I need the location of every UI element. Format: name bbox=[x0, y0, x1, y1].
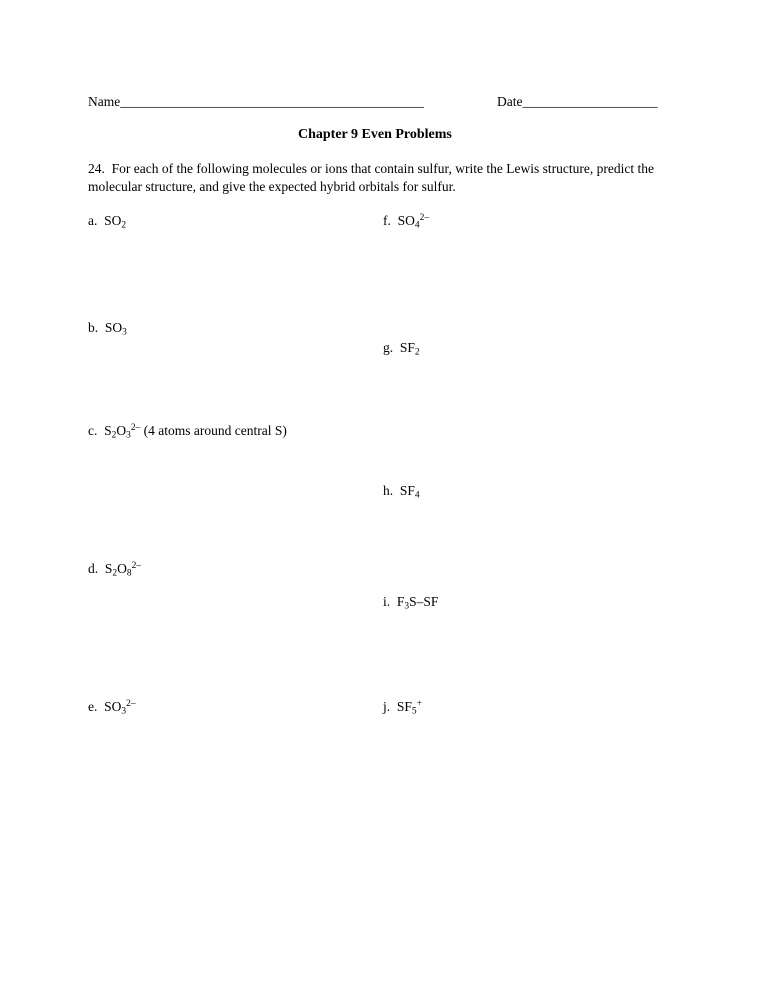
item-e bbox=[88, 699, 136, 715]
subscript: 4 bbox=[414, 220, 420, 231]
item-label: f. bbox=[383, 213, 391, 228]
subscript: 2 bbox=[111, 430, 117, 441]
formula-part: O bbox=[116, 423, 127, 438]
item-h bbox=[383, 483, 420, 499]
charge: 2– bbox=[130, 422, 141, 433]
item-d bbox=[88, 561, 141, 577]
item-label: h. bbox=[383, 483, 394, 498]
formula-part: SF bbox=[399, 340, 415, 355]
formula-part: SO bbox=[104, 213, 122, 228]
subscript: 3 bbox=[122, 327, 127, 338]
question-body: For each of the following molecules or ions that contain sulfur, write the Lewis structure, predict the molecular structure, and give the expected hybrid orbitals for sulfur. bbox=[88, 161, 654, 194]
charge: 2– bbox=[126, 698, 136, 709]
item-note: (4 atoms around central S) bbox=[143, 423, 287, 438]
charge: + bbox=[416, 698, 422, 709]
name-line: _____________________________________________ bbox=[120, 94, 424, 109]
item-label: j. bbox=[383, 699, 391, 714]
item-label: d. bbox=[88, 561, 99, 576]
item-label: e. bbox=[88, 699, 98, 714]
item-label: i. bbox=[383, 594, 391, 609]
date-label: Date bbox=[497, 94, 523, 109]
formula-part: F bbox=[396, 594, 405, 609]
page-title: Chapter 9 Even Problems bbox=[298, 127, 452, 142]
item-g bbox=[383, 340, 420, 356]
subscript: 5 bbox=[411, 706, 417, 717]
subscript: 8 bbox=[126, 568, 132, 579]
formula-part: SO bbox=[397, 213, 415, 228]
formula-part: S bbox=[104, 423, 112, 438]
subscript: 2 bbox=[121, 220, 127, 231]
question-text bbox=[88, 160, 708, 195]
item-i bbox=[383, 594, 438, 610]
subscript: 4 bbox=[414, 490, 420, 501]
item-a bbox=[88, 213, 126, 229]
charge: 2– bbox=[419, 212, 430, 223]
name-label: Name bbox=[88, 94, 121, 109]
question-number: 24. bbox=[88, 161, 105, 176]
item-label: b. bbox=[88, 320, 99, 335]
subscript: 2 bbox=[414, 347, 420, 358]
formula-part: SF bbox=[399, 483, 415, 498]
subscript: 2 bbox=[112, 568, 118, 579]
formula-part: SO bbox=[104, 320, 123, 335]
item-label: a. bbox=[88, 213, 98, 228]
item-label: g. bbox=[383, 340, 394, 355]
item-c bbox=[88, 423, 287, 439]
date-field bbox=[497, 94, 657, 110]
subscript: 3 bbox=[404, 601, 410, 612]
formula-part: S bbox=[104, 561, 113, 576]
subscript: 3 bbox=[121, 706, 127, 717]
date-line: ____________________ bbox=[522, 94, 658, 109]
formula-part: SF bbox=[396, 699, 412, 714]
item-label: c. bbox=[88, 423, 98, 438]
item-f bbox=[383, 213, 429, 229]
formula-part: O bbox=[117, 561, 127, 576]
formula-part: SO bbox=[104, 699, 122, 714]
charge: 2– bbox=[131, 560, 142, 571]
item-j bbox=[383, 699, 422, 715]
item-b bbox=[88, 320, 127, 336]
name-field bbox=[88, 94, 424, 110]
formula-part: S–SF bbox=[409, 594, 439, 609]
subscript: 3 bbox=[126, 430, 131, 441]
